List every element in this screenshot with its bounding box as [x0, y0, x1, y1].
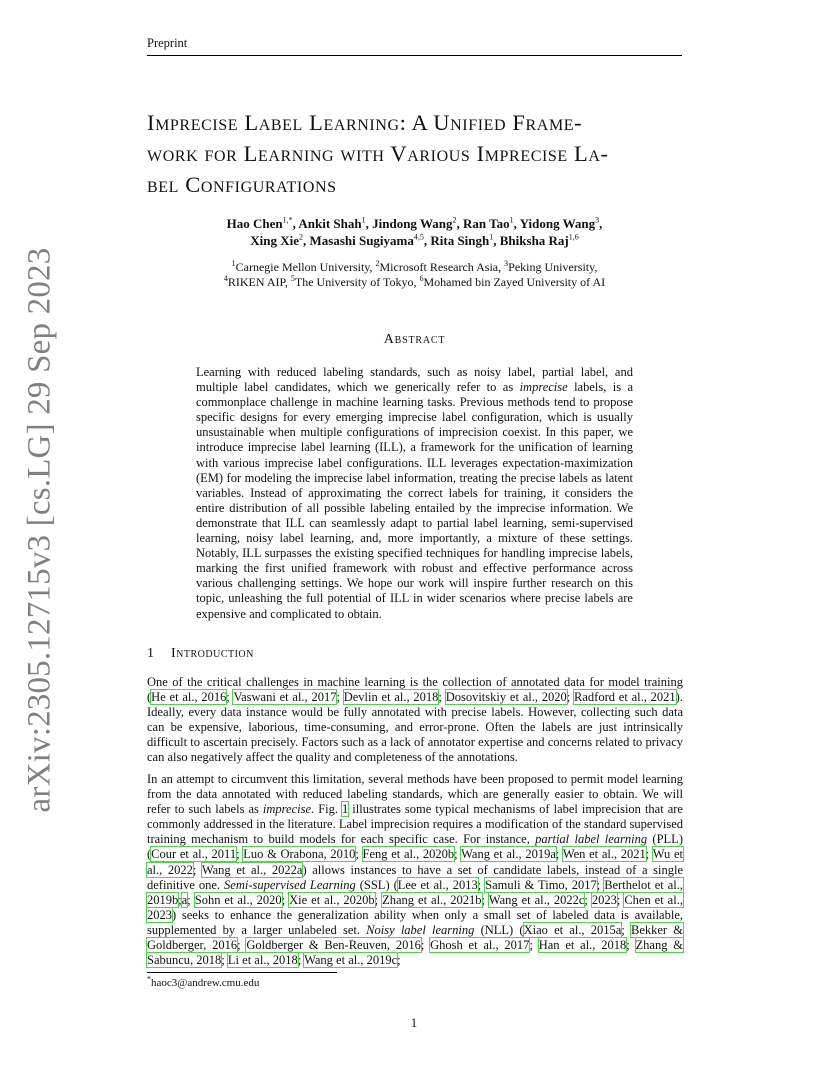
citation-link[interactable]: Wang et al., 2019a — [461, 847, 556, 862]
section-title: Introduction — [171, 646, 254, 661]
affiliation: Mohamed bin Zayed University of AI — [423, 275, 606, 289]
citation-link[interactable]: Cour et al., 2011 — [151, 847, 237, 862]
author-name: Rita Singh — [430, 233, 490, 248]
citation-link[interactable]: Devlin et al., 2018 — [343, 690, 439, 705]
citation-link[interactable]: Luo & Orabona, 2010 — [243, 847, 356, 862]
citation-link[interactable]: Wang et al., 2022c — [488, 892, 585, 907]
author-list — [147, 215, 682, 249]
page-number: 1 — [410, 1015, 418, 1030]
title-line: work for Learning with Various Imprecise La- — [147, 141, 609, 166]
citation-link[interactable]: Feng et al., 2020b — [362, 847, 455, 862]
paper-title — [147, 107, 692, 200]
footnote: *haoc3@andrew.cmu.edu — [147, 974, 260, 989]
citation-link[interactable]: Ghosh et al., 2017 — [430, 938, 530, 953]
affiliation: Microsoft Research Asia — [379, 260, 499, 274]
citation-link[interactable]: Wu et al., 2022 — [147, 847, 684, 877]
citation-link[interactable]: Wang et al., 2019c — [304, 953, 398, 968]
running-head: Preprint — [147, 36, 682, 56]
citation-link[interactable]: Lee et al., 2013 — [397, 877, 478, 892]
citation-link[interactable]: He et al., 2016 — [151, 690, 227, 705]
author-name: Ankit Shah — [298, 216, 362, 231]
citation-link[interactable]: Samuli & Timo, 2017 — [485, 877, 597, 892]
author-name: Yidong Wang — [519, 216, 596, 231]
abstract-heading: Abstract — [383, 332, 446, 347]
affiliation: The University of Tokyo — [294, 275, 414, 289]
author-name: Ran Tao — [462, 216, 510, 231]
citation-link[interactable]: Radford et al., 2021 — [574, 690, 676, 705]
citation-link[interactable]: Xiao et al., 2015a — [523, 922, 622, 937]
affiliation: Carnegie Mellon University — [235, 260, 370, 274]
citation-link[interactable]: Chen et al., 2023 — [147, 892, 683, 922]
arxiv-stamp: arXiv:2305.12715v3 [cs.LG] 29 Sep 2023 — [21, 247, 58, 813]
citation-link[interactable]: Wang et al., 2022a — [201, 862, 303, 877]
title-line: bel Configurations — [147, 172, 337, 197]
citation-link[interactable]: Han et al., 2018 — [538, 938, 627, 953]
citation-link[interactable]: Sohn et al., 2020 — [194, 892, 282, 907]
figure-reference-link[interactable]: 1 — [342, 802, 349, 817]
author-name: Masashi Sugiyama — [309, 233, 414, 248]
author-name: Hao Chen — [226, 216, 283, 231]
citation-link[interactable]: Wen et al., 2021 — [562, 847, 646, 862]
citation-link[interactable]: Li et al., 2018 — [227, 953, 298, 968]
citation-link[interactable]: Bekker & Goldberger, 2016 — [147, 922, 683, 953]
citation-link[interactable]: Berthelot et al., 2019b — [147, 877, 683, 907]
author-line-1: Hao Chen$^{1,*}$, Ankit Shah$^1$, Jindong Wang$^2$, Ran Tao$^1$, Yidong Wang$^3$, — [226, 215, 603, 231]
abstract-body: Learning with reduced labeling standards, such as noisy label, partial label, and multiple label candidates, which we generically refer to as imprecise labels, is a commonplace challenge in machine learning tasks. Previous methods tend to propose specific designs for every emerging imprecise label configuration, which is usually unsustainable when multiple configurations of imprecision coexist. In this paper, we introduce imprecise label learning (ILL), a framework for the unification of learning with various imprecise label configurations. ILL leverages expectation-maximization (EM) for modeling the imprecise label information, treating the precise labels as latent variables. Instead of approximating the correct labels for training, it considers the entire distribution of all possible labeling entailed by the imprecise information. We demonstrate that ILL can seamlessly adapt to partial label learning, semi-supervised learning, noisy label learning, and, more importantly, a mixture of these settings. Notably, ILL surpasses the existing specified techniques for handling imprecise labels, marking the first unified framework with robust and effective performance across various challenging settings. We hope our work will inspire further research on this topic, unleashing the full potential of ILL in wider scenarios where precise labels are expensive and complicated to obtain. — [196, 365, 633, 621]
affiliation: Peking University — [508, 260, 595, 274]
section-number: 1 — [147, 646, 155, 661]
author-name: Bhiksha Raj — [499, 233, 569, 248]
section-heading — [147, 646, 682, 662]
citation-link[interactable]: 2023 — [591, 892, 617, 907]
citation-link[interactable]: Dosovitskiy et al., 2020 — [445, 690, 567, 705]
title-line: Imprecise Label Learning: A Unified Frame- — [147, 110, 583, 135]
affiliation: RIKEN AIP — [227, 275, 285, 289]
citation-link[interactable]: Zhang & Sabuncu, 2018 — [147, 938, 683, 968]
author-name: Jindong Wang — [372, 216, 453, 231]
citation-link[interactable]: Goldberger & Ben-Reuven, 2016 — [246, 938, 421, 953]
citation-link[interactable]: Zhang et al., 2021b — [382, 892, 482, 907]
citation-link[interactable]: a — [181, 892, 188, 907]
author-name: Xing Xie — [250, 233, 299, 248]
author-line-2: Xing Xie$^2$, Masashi Sugiyama$^{4,5}$, Rita Singh$^1$, Bhiksha Raj$^{1,6}$ — [250, 232, 579, 248]
footnote-email: haoc3@andrew.cmu.edu — [151, 977, 260, 989]
footnote-rule — [147, 972, 337, 973]
affiliations: $^1$Carnegie Mellon University, $^2$Microsoft Research Asia, $^3$Peking University, $^4$RIKEN AIP, $^5$The University of Tokyo, $^6$Mohamed bin Zayed University of AI — [223, 259, 606, 289]
intro-paragraph-2: In an attempt to circumvent this limitation, several methods have been proposed to permit model learning from the data annotated with reduced labeling standards, which are generally easier to obtain. We will refer to such labels as imprecise. Fig. 1 illustrates some typical mechanisms of label imprecision that are commonly addressed in the literature. Label imprecision requires a modification of the standard supervised training mechanism to build models for each specific case. For instance, partial label learning (PLL) (Cour et al., 2011; Luo & Orabona, 2010; Feng et al., 2020b; Wang et al., 2019a; Wen et al., 2021; Wu et al., 2022; Wang et al., 2022a) allows instances to have a set of candidate labels, instead of a single definitive one. Semi-supervised Learning (SSL) (Lee et al., 2013; Samuli & Timo, 2017; Berthelot et al., 2019b;a; Sohn et al., 2020; Xie et al., 2020b; Zhang et al., 2021b; Wang et al., 2022c; 2023; Chen et al., 2023) seeks to enhance the generalization ability when only a small set of labeled data is available, supplemented by a larger unlabeled set. Noisy label learning (NLL) (Xiao et al., 2015a; Bekker & Goldberger, 2016; Goldberger & Ben-Reuven, 2016; Ghosh et al., 2017; Han et al., 2018; Zhang & Sabuncu, 2018; Li et al., 2018; Wang et al., 2019c; — [147, 772, 684, 968]
citation-link[interactable]: Xie et al., 2020b — [289, 892, 375, 907]
citation-link[interactable]: Vaswani et al., 2017 — [233, 690, 337, 705]
intro-paragraph-1: One of the critical challenges in machine learning is the collection of annotated data for model training (He et al., 2016; Vaswani et al., 2017; Devlin et al., 2018; Dosovitskiy et al., 2020; Radford et al., 2021). Ideally, every data instance would be fully annotated with precise labels. However, collecting such data can be expensive, laborious, time-consuming, and error-prone. Often the labels are just intrinsically difficult to ascertain precisely. Factors such as a lack of annotator expertise and concerns related to privacy can also negatively affect the quality and completeness of the annotations. — [147, 675, 683, 765]
